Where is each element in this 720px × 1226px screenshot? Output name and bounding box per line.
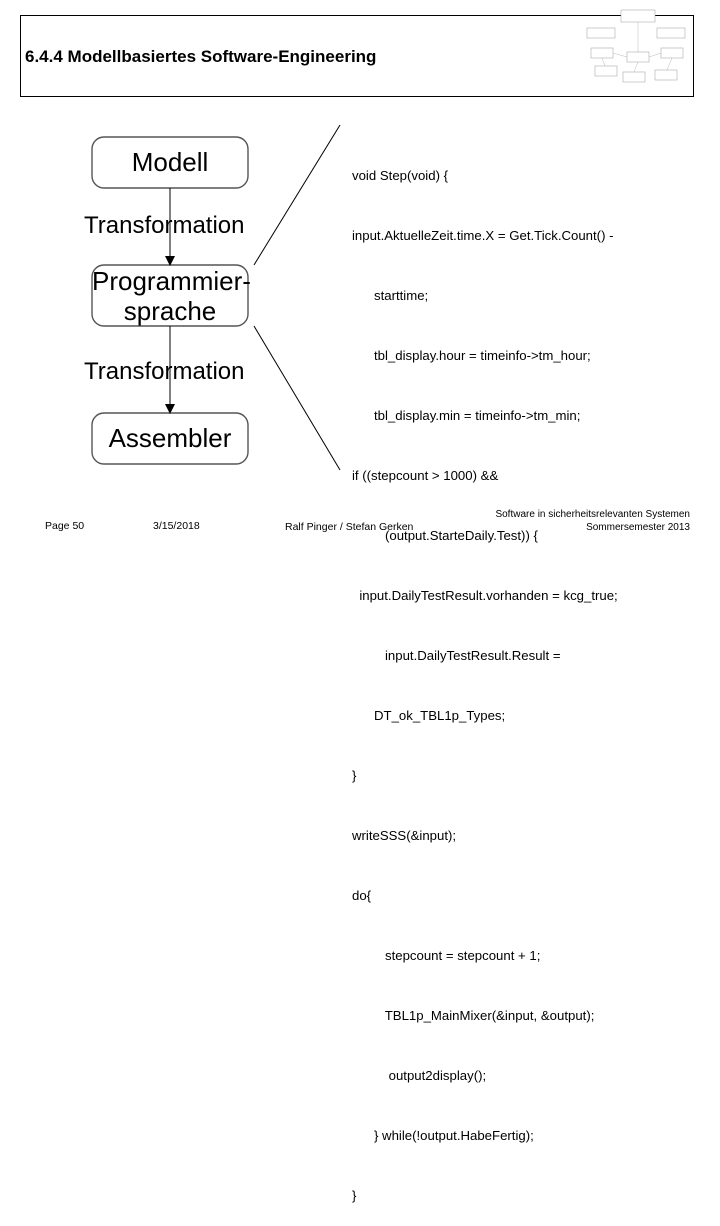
edge-label-transform2: Transformation xyxy=(84,358,245,385)
code-line: tbl_display.min = timeinfo->tm_min; xyxy=(352,408,581,423)
node-assembler-label: Assembler xyxy=(108,423,232,453)
node-programmier-label-line2: sprache xyxy=(123,296,217,326)
code-line: } xyxy=(352,768,357,783)
code-line: input.AktuelleZeit.time.X = Get.Tick.Count() - xyxy=(352,228,614,243)
code-line: input.DailyTestResult.vorhanden = kcg_true; xyxy=(352,588,618,603)
code-line: do{ xyxy=(352,888,372,903)
code-line: input.DailyTestResult.Result = xyxy=(352,648,561,663)
code-line: (output.StarteDaily.Test)) { xyxy=(352,528,538,543)
footer-course xyxy=(470,508,690,534)
code-line: if ((stepcount > 1000) && xyxy=(352,468,499,483)
code-line: tbl_display.hour = timeinfo->tm_hour; xyxy=(352,348,591,363)
code-line: } xyxy=(352,1188,357,1203)
node-modell-label: Modell xyxy=(131,147,209,177)
slide-title: 6.4.4 Modellbasiertes Software-Engineering xyxy=(25,47,377,66)
code-line: output2display(); xyxy=(352,1068,487,1083)
footer-page-number: Page 50 xyxy=(45,520,85,532)
footer-course-line2: Sommersemester 2013 xyxy=(586,522,690,533)
code-line: void Step(void) { xyxy=(352,168,449,183)
footer-date: 3/15/2018 xyxy=(153,520,200,532)
footer-course-line1: Software in sicherheitsrelevanten Systemen xyxy=(495,509,690,520)
code-line: starttime; xyxy=(352,288,429,303)
node-programmier-label-line1: Programmier- xyxy=(92,266,251,296)
code-line: DT_ok_TBL1p_Types; xyxy=(352,708,506,723)
code-line: writeSSS(&input); xyxy=(352,828,457,843)
footer-authors: Ralf Pinger / Stefan Gerken xyxy=(285,521,414,533)
code-line: TBL1p_MainMixer(&input, &output); xyxy=(352,1008,595,1023)
code-line: } while(!output.HabeFertig); xyxy=(352,1128,534,1143)
zoom-line-bottom xyxy=(254,326,340,470)
zoom-line-top xyxy=(254,125,340,265)
code-line: stepcount = stepcount + 1; xyxy=(352,948,541,963)
edge-label-transform1: Transformation xyxy=(84,212,245,239)
code-listing xyxy=(352,126,618,1226)
